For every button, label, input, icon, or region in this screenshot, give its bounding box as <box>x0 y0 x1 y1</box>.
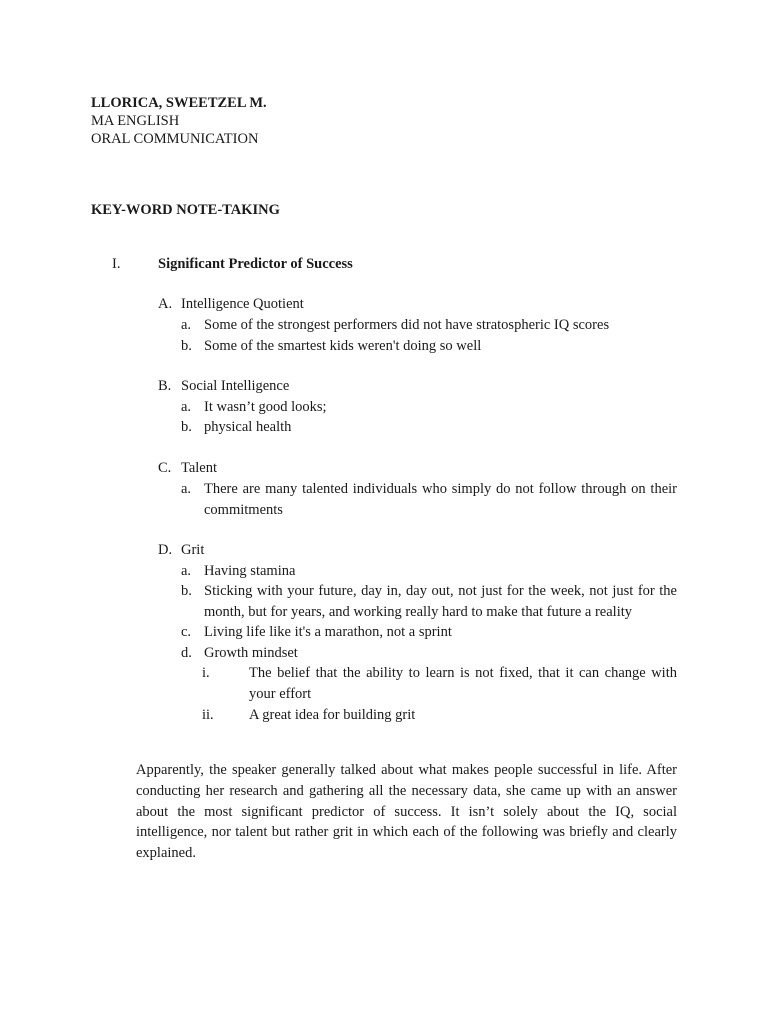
program-name: MA ENGLISH <box>91 113 180 129</box>
subsection-letter: A. <box>158 296 173 312</box>
summary-paragraph: Apparently, the speaker generally talked about what makes people successful in life. After conducting her research and gathering all the necessary data, she came up with an answer about the most significant predictor of success. It isn’t solely about the IQ, social intelligence, nor talent but rather grit in which each of the following was briefly and clearly explained. <box>136 762 677 862</box>
list-item: It wasn’t good looks; <box>204 399 327 415</box>
section-title: Significant Predictor of Success <box>158 256 353 272</box>
document-title: KEY-WORD NOTE-TAKING <box>91 202 280 218</box>
list-item: Some of the strongest performers did not have stratospheric IQ scores <box>204 317 610 333</box>
sub-list-item: A great idea for building grit <box>249 707 416 723</box>
item-marker: b. <box>181 419 192 435</box>
list-item: Having stamina <box>204 563 296 579</box>
item-marker: d. <box>181 645 192 661</box>
sub-list-item: The belief that the ability to learn is not fixed, that it can change with your effort <box>249 665 677 702</box>
subsection-title: Talent <box>181 460 218 476</box>
item-marker: a. <box>181 317 192 333</box>
subsection-letter: D. <box>158 542 173 558</box>
item-marker: a. <box>181 563 192 579</box>
subsection-title: Social Intelligence <box>181 378 290 394</box>
section-numeral: I. <box>112 256 121 272</box>
list-item: Sticking with your future, day in, day out, not just for the week, not just for the month, but for years, and working really hard to make that future a reality <box>204 583 677 620</box>
list-item: Growth mindset <box>204 645 298 661</box>
list-item: Some of the smartest kids weren't doing so well <box>204 338 482 354</box>
item-marker: b. <box>181 338 192 354</box>
item-marker: a. <box>181 399 192 415</box>
list-item: There are many talented individuals who simply do not follow through on their commitments <box>204 481 677 518</box>
subsection-title: Grit <box>181 542 205 558</box>
subsection-letter: C. <box>158 460 172 476</box>
author-name: LLORICA, SWEETZEL M. <box>91 95 267 111</box>
list-item: Living life like it's a marathon, not a sprint <box>204 624 452 640</box>
item-marker: a. <box>181 481 192 497</box>
course-name: ORAL COMMUNICATION <box>91 131 259 147</box>
subitem-marker: ii. <box>202 707 214 723</box>
subsection-title: Intelligence Quotient <box>181 296 304 312</box>
subitem-marker: i. <box>202 665 210 681</box>
item-marker: c. <box>181 624 192 640</box>
item-marker: b. <box>181 583 192 599</box>
list-item: physical health <box>204 419 292 435</box>
subsection-letter: B. <box>158 378 172 394</box>
